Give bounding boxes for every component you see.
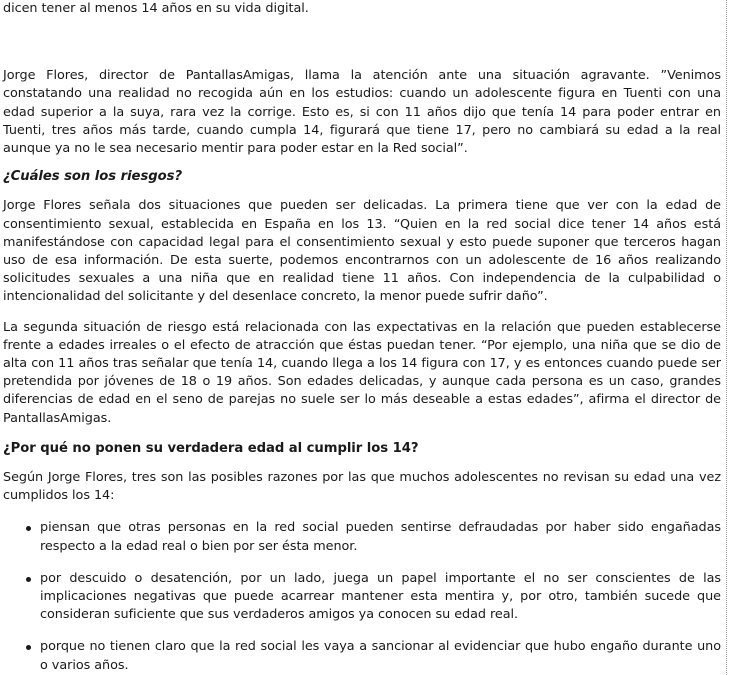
risks-paragraph-1: Jorge Flores señala dos situaciones que pueden ser delicadas. La primera tiene que ver con la edad de consentimiento sexual, establecida en España en los 13. “Quien en la red social dice tener 14 años está manifestándose con capacidad legal para el consentimiento sexual y esto puede suponer que terceros hagan uso de esa información. De esta suerte, podemos encontrarnos con un adolescente de 16 años realizando solicitudes sexuales a una niña que en realidad tiene 11 años. Con independencia de la culpabilidad o intencionalidad del solicitante y del desenlace concreto, la menor puede sufrir daño”.	[3, 198, 721, 305]
heading-risks: ¿Cuáles son los riesgos?	[3, 169, 183, 185]
list-item-text: por descuido o desatención, por un lado, juega un papel importante el no ser conscientes de las implicaciones negativas que puede acarrear mantener esta mentira y, por otro, también sucede que consideran suficiente que sus verdaderos amigos ya conocen su edad real.	[40, 570, 721, 623]
list-item-text: porque no tienen claro que la red social les vaya a sancionar al evidenciar que hubo engaño durante uno o varios años.	[40, 639, 721, 673]
bullet-icon	[26, 577, 31, 582]
quote-paragraph: Jorge Flores, director de PantallasAmigas, llama la atención ante una situación agravante. ”Venimos constatando una realidad no recogida aún en los estudios: cuando un adolescente figura en Tuenti con una edad superior a la suya, rara vez la corrige. Esto es, si con 11 años dijo que tenía 14 para poder entrar en Tuenti, tres años más tarde, cuando cumpla 14, figurará que tiene 17, pero no cambiará su edad a la real aunque ya no le sea necesario mentir para poder estar en la Red social”.	[3, 68, 721, 157]
risks-paragraph-2: La segunda situación de riesgo está relacionada con las expectativas en la relación que pueden establecerse frente a edades irreales o el efecto de atracción que éstas puedan tener. “Por ejemplo, una niña que se dio de alta con 11 años tras señalar que tenía 14, cuando llega a los 14 figura con 17, y es entonces cuando puede ser pretendida por jóvenes de 18 o 19 años. Son edades delicadas, y aunque cada persona es un caso, grandes diferencias de edad en el seno de parejas no suele ser lo más deseable a estas edades”, afirma el director de PantallasAmigas.	[3, 319, 721, 426]
article-body	[3, 0, 721, 675]
reasons-list	[3, 519, 721, 674]
page-edge-divider	[726, 0, 727, 675]
bullet-icon	[26, 645, 31, 650]
bullet-icon	[26, 526, 31, 531]
why-paragraph: Según Jorge Flores, tres son las posibles razones por las que muchos adolescentes no revisan su edad una vez cumplidos los 14:	[3, 470, 721, 504]
list-item	[40, 570, 721, 625]
list-item-text: piensan que otras personas en la red social pueden sentirse defraudadas por haber sido engañadas respecto a la edad real o bien por ser ésta menor.	[40, 520, 721, 554]
list-item	[40, 519, 721, 555]
heading-why: ¿Por qué no ponen su verdadera edad al cumplir los 14?	[3, 440, 419, 456]
list-item	[40, 638, 721, 674]
intro-line: dicen tener al menos 14 años en su vida digital.	[3, 1, 309, 16]
